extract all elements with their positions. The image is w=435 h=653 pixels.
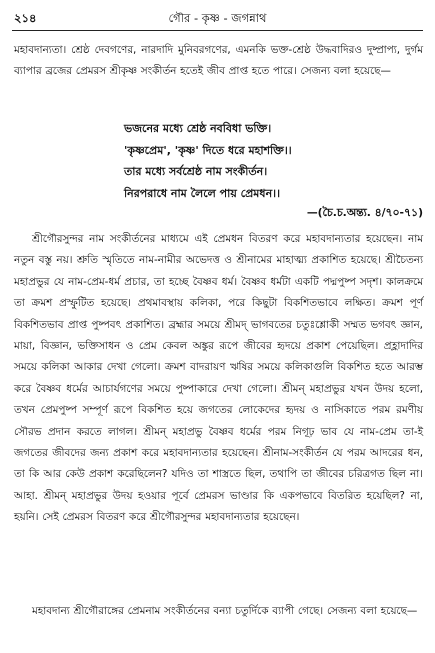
- header-rule: [12, 30, 423, 31]
- verse-block: [124, 118, 424, 204]
- page-number: ২১৪: [14, 11, 37, 25]
- verse-line: তার মধ্যে সর্বশ্রেষ্ঠ নাম সংকীর্তন।: [124, 165, 268, 178]
- page-header: [14, 10, 421, 28]
- paragraph-body: শ্রীগৌরসুন্দর নাম সংকীর্তনের মাধ্যমে এই প্রেমধন বিতরণ করে মহাবদান্যতার হয়েছেন। নাম নতুন বস্তু নয়। শ্রুতি স্মৃতিতে নাম-নামীর অভেদত্ত ও শ্রীনামের মাহাত্ম্য প্রকাশিত হয়েছে। শ্রীচৈতন্য মহাপ্রভুর যে নাম-প্রেম-ধর্ম প্রচার, তা হচ্ছে বৈষ্ণব ধর্ম। বৈষ্ণব ধর্মটা একটি পদ্মপুষ্প সদৃশ। কালক্রমে তা ক্রমশ প্রস্ফুটিত হয়েছে। প্রথমাবস্থায় কলিকা, পরে কিছুটা বিকশিতভাবে লক্ষিত। ক্রমশ পূর্ণ বিকশিতভাব প্রাপ্ত পুষ্পবৎ প্রকাশিত। ব্রহ্মার সময়ে শ্রীমদ্ ভাগবতের চতুঃশ্লোকী সম্মত ভগবৎ জ্ঞান, মায়া, বিজ্ঞান, ভক্তিসাধন ও প্রেম কেবল অঙ্কুর রূপে জীবের হৃদয়ে প্রকাশ পেয়েছিল। প্রহ্লাদাদির সময়ে কলিকা আকার দেখা গেলো। ক্রমশ বাদরায়ণ ঋষির সময়ে কলিকাগুলি বিকশিত হতে আরম্ভ করে বৈষ্ণব ধর্মের আচার্যগণের সময়ে পুষ্পাকারে দেখা গেলো। শ্রীমন্ মহাপ্রভুর যখন উদয় হলো, তখন প্রেমপুষ্প সম্পূর্ণ রূপে বিকশিত হয়ে জগতের লোকেদের হৃদয় ও নাসিকাতে পরম রমণীয় সৌরভ প্রদান করতে লাগল। শ্রীমন্ মহাপ্রভু বৈষ্ণব ধর্মের পরম নিগূঢ় ভাব যে নাম-প্রেম তা-ই জগতের জীবদের জন্য প্রকাশ করে মহাবদান্যতার হয়েছেন। শ্রীনাম-সংকীর্তন যে পরম আদরের ধন, তা কি আর কেউ প্রকাশ করেছিলেন? যদিও তা শাস্ত্রতে ছিল, তথাপি তা জীবের চরিত্রগত ছিল না। আহা. শ্রীমন্ মহাপ্রভুর উদয় হওয়ার পূর্বে প্রেমরস ভাণ্ডার কি একপভাবে বিতরিত হয়েছিল? না, হয়নি। সেই প্রেমরস বিতরণ করে শ্রীগৌরসুন্দর মহাবদান্যতার হয়েছেন।: [14, 233, 423, 524]
- verse-line: ভজনের মধ্যে শ্রেষ্ঠ নববিধা ভক্তি।: [124, 122, 272, 135]
- verse-citation: —(চৈ.চ.অন্ত্য. ৪/৭০-৭১): [306, 206, 423, 219]
- verse-line: নিরপরাধে নাম লৈলে পায় প্রেমধন।।: [124, 186, 281, 200]
- paragraph-intro: মহাবদান্যতা। শ্রেষ্ঠ দেবগণের, নারদাদি মুনিবরগণের, এমনকি ভক্ত-শ্রেষ্ঠ উদ্ধবাদিরও দুষ্প্রাপ্য, দুর্গম ব্যাপার ব্রজের প্রেমরস শ্রীকৃষ্ণ সংকীর্তন হতেই জীব প্রাপ্ত হতে পারে। সেজন্য বলা হয়েছে—: [14, 44, 423, 78]
- verse-line: 'কৃষ্ণপ্রেম', 'কৃষ্ণ' দিতে ধরে মহাশক্তি।।: [124, 143, 292, 157]
- running-title: গৌর - কৃষ্ণ - জগন্নাথ: [168, 11, 267, 25]
- paragraph-closing: মহাবদান্য শ্রীগৌরাঙ্গের প্রেমনাম সংকীর্তনের বন্যা চতুর্দিকে ব্যাপী গেছে। সেজন্য বলা হয়েছে—: [32, 605, 418, 617]
